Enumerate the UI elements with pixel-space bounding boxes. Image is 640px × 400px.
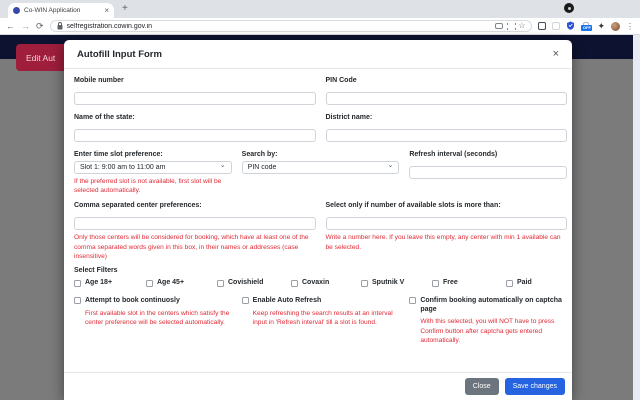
filter-covaxin[interactable]: Covaxin	[291, 279, 361, 288]
checkbox[interactable]	[74, 297, 81, 304]
tab-cowin[interactable]	[8, 3, 114, 18]
checkbox[interactable]	[74, 280, 81, 287]
district-field-group	[326, 114, 568, 142]
book-continuously-checkbox[interactable]: Attempt to book continuosly	[74, 297, 232, 306]
chat-bubble-icon[interactable]	[495, 23, 503, 29]
chevron-down-icon: ⌄	[219, 162, 226, 170]
auto-refresh-checkbox[interactable]: Enable Auto Refresh	[242, 297, 400, 306]
filter-age45[interactable]: Age 45+	[146, 279, 217, 288]
min-slots-field-group	[326, 202, 568, 261]
close-button[interactable]: Close	[465, 378, 499, 395]
tab-strip	[0, 0, 640, 18]
modal-title: Autofill Input Form	[77, 49, 162, 60]
page-scrollbar[interactable]	[633, 35, 640, 400]
refresh-interval-input[interactable]	[409, 166, 567, 179]
checkbox[interactable]	[409, 297, 416, 304]
autofill-modal	[64, 40, 572, 400]
vpn-off-extension-icon[interactable]: OFF	[581, 22, 591, 31]
centers-help-text: Only those centers will be considered for booking, which have at least one of the comma separated words given in this box, in their names or addresses (case insensitive)	[74, 234, 309, 260]
mobile-label: Mobile number	[74, 77, 124, 84]
profile-avatar[interactable]	[611, 22, 620, 31]
filters-row	[74, 279, 567, 288]
slot-field-group	[74, 151, 232, 195]
state-field-group	[74, 114, 316, 142]
browser-toolbar	[0, 18, 640, 35]
refresh-interval-label: Refresh interval (seconds)	[409, 151, 498, 158]
auto-refresh-help: Keep refreshing the search results at an interval input in 'Refresh interval' till a slot is found.	[252, 309, 393, 326]
new-tab-button[interactable]: +	[122, 3, 128, 14]
slot-help-text: If the preferred slot is not available, first slot will be selected automatically.	[74, 178, 222, 195]
state-label: Name of the state:	[74, 114, 135, 121]
min-slots-input[interactable]	[326, 217, 568, 230]
pin-field-group	[326, 77, 568, 105]
slot-label: Enter time slot preference:	[74, 151, 163, 158]
captcha-confirm-group	[409, 297, 567, 345]
filters-title: Select Filters	[74, 267, 118, 275]
fullscreen-icon[interactable]	[507, 23, 514, 30]
bookmark-star-icon[interactable]: ☆	[518, 21, 526, 30]
checkbox[interactable]	[361, 280, 368, 287]
state-input[interactable]	[74, 129, 316, 142]
min-slots-help-text: Write a number here. If you leave this empty, any center with min 1 available can be selected.	[325, 234, 561, 251]
modal-footer	[64, 372, 572, 400]
filter-paid[interactable]: Paid	[506, 279, 567, 288]
filter-covishield[interactable]: Covishield	[217, 279, 291, 288]
pin-label: PIN Code	[325, 77, 357, 84]
close-icon[interactable]: ×	[552, 48, 559, 60]
modal-body	[64, 69, 572, 372]
filter-free[interactable]: Free	[432, 279, 506, 288]
tab-title: Co-WIN Application	[24, 7, 81, 14]
extensions-area	[538, 17, 634, 35]
pin-input[interactable]	[326, 92, 568, 105]
captcha-confirm-help: With this selected, you will NOT have to press Confirm button after captcha gets entered automatically.	[420, 318, 555, 344]
auto-refresh-group	[242, 297, 400, 345]
checkbox[interactable]	[242, 297, 249, 304]
settings-gear-icon[interactable]	[564, 3, 574, 13]
edit-autofill-button[interactable]: Edit Aut	[16, 44, 88, 71]
checkbox[interactable]	[146, 280, 153, 287]
address-bar[interactable]	[50, 20, 533, 32]
search-by-select[interactable]: PIN code ⌄	[242, 161, 400, 174]
book-continuously-help: First available slot in the centers which satisfy the center preference will be selected automatically.	[85, 309, 230, 326]
book-continuously-group	[74, 297, 232, 345]
filter-sputnik[interactable]: Sputnik V	[361, 279, 432, 288]
district-input[interactable]	[326, 129, 568, 142]
save-changes-button[interactable]: Save changes	[505, 378, 565, 395]
time-slot-select[interactable]: Slot 1: 9:00 am to 11:00 am ⌄	[74, 161, 232, 174]
adblock-extension-icon[interactable]: ✦	[597, 20, 605, 31]
filter-age18[interactable]: Age 18+	[74, 279, 146, 288]
checkbox[interactable]	[291, 280, 298, 287]
lock-icon	[57, 22, 63, 30]
extension-square-icon[interactable]	[538, 22, 546, 30]
cowin-favicon-icon	[13, 7, 20, 14]
centers-field-group	[74, 202, 316, 261]
search-by-field-group	[242, 151, 400, 195]
forward-icon[interactable]: →	[21, 20, 30, 31]
tab-close-icon[interactable]: ×	[104, 5, 109, 15]
mobile-input[interactable]	[74, 92, 316, 105]
back-icon[interactable]: ←	[6, 20, 15, 31]
shield-extension-icon[interactable]	[566, 17, 575, 35]
chevron-down-icon: ⌄	[387, 162, 394, 170]
district-label: District name:	[325, 114, 373, 121]
min-slots-label: Select only if number of available slots is more than:	[325, 202, 501, 210]
reload-icon[interactable]: ⟳	[36, 20, 44, 31]
browser-menu-icon[interactable]: ⋮	[626, 21, 634, 31]
checkbox[interactable]	[432, 280, 439, 287]
checkbox[interactable]	[506, 280, 513, 287]
centers-input[interactable]	[74, 217, 316, 230]
url-text: selfregistration.cowin.gov.in	[66, 22, 153, 30]
checkbox[interactable]	[217, 280, 224, 287]
captcha-confirm-checkbox[interactable]: Confirm booking automatically on captcha page	[409, 297, 567, 315]
centers-label: Comma separated center preferences:	[74, 202, 202, 210]
search-by-label: Search by:	[241, 151, 278, 158]
refresh-interval-field-group	[409, 151, 567, 195]
extension-disabled-icon[interactable]	[552, 22, 560, 30]
mobile-field-group	[74, 77, 316, 105]
modal-header	[64, 40, 572, 69]
